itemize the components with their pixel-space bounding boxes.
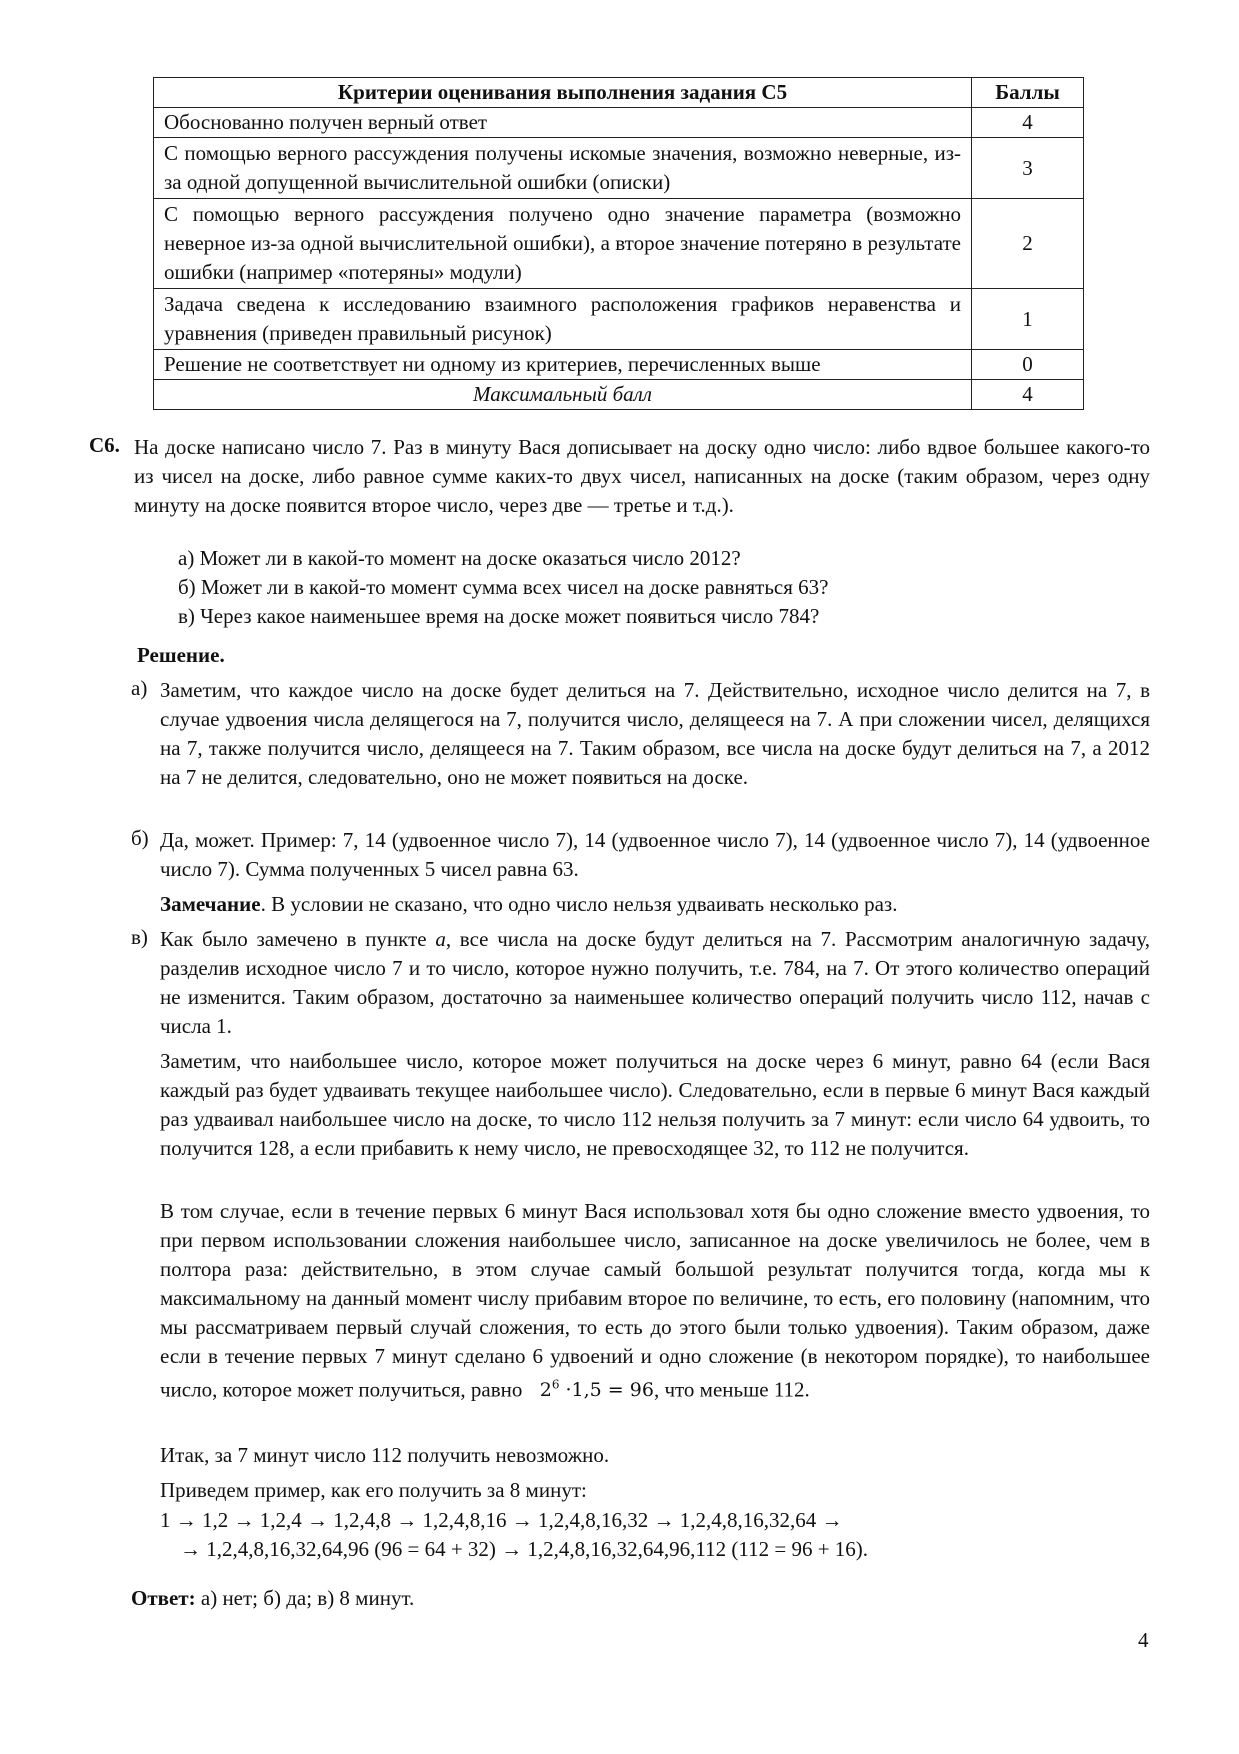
criterion-text: С помощью верного рассуждения получено одно значение параметра (возможно неверное из-за одной вычислительной ошибки), а второе значение потеряно в результате ошибки (например «потеряны» модули) (154, 199, 972, 289)
solution-v-paragraph-2: Заметим, что наибольшее число, которое может получиться на доске через 6 минут, равно 64 (если Вася каждый раз будет удваивать текущее наибольшее число). Следовательно, если в первые 6 минут Вася каждый раз удваивал наибольшее число на доске, то число 112 нельзя получить за 7 минут: если число 64 удвоить, то получится 128, а если прибавить к нему число, не превосходящее 32, то 112 не получится. (160, 1049, 1150, 1160)
solution-v-text-1a: Как было замечено в пункте (160, 927, 436, 951)
answer-label: Ответ: (131, 1586, 196, 1610)
criterion-points: 3 (972, 138, 1084, 199)
remark-text: . В условии не сказано, что одно число нельзя удваивать несколько раз. (260, 892, 898, 916)
criteria-header: Критерии оценивания выполнения задания С5 (154, 78, 972, 108)
remark-label: Замечание (160, 892, 261, 916)
solution-v-text-3: В том случае, если в течение первых 6 минут Вася использовал хотя бы одно сложение вместо удвоения, то при первом использовании сложения наибольшее число, записанное на доске увеличилось не более, чем в полтора раза: действительно, в этом случае самый большой результат получится тогда, когда мы к максимальному на данный момент числу прибавим второе по величине, то есть, его половину (напомним, что мы рассматриваем первый случай сложения, то есть до этого были только удвоения). Таким образом, даже если в течение первых 7 минут сделано 6 удвоений и одно сложение (в некотором порядке), то наибольшее число, которое может получиться, равно (160, 1199, 1150, 1402)
question-a: а) Может ли в какой-то момент на доске оказаться число 2012? (178, 546, 741, 570)
answer-text: а) нет; б) да; в) 8 минут. (195, 1586, 415, 1610)
problem-text: На доске написано число 7. Раз в минуту Вася дописывает на доску одно число: либо вдвое большее какого-то из чисел на доске, либо равное сумме каких-то двух чисел, написанных на доске (таким образом, через одну минуту на доске появится второе число, через две — третье и т.д.). (134, 435, 1150, 517)
formula (528, 1379, 654, 1401)
solution-heading: Решение. (137, 643, 225, 667)
answer (131, 1586, 414, 1611)
criterion-points: 4 (972, 108, 1084, 138)
chain-line-2: → 1,2,4,8,16,32,64,96 (96 = 64 + 32) → 1,2,4,8,16,32,64,96,112 (112 = 96 + 16). (180, 1537, 869, 1561)
solution-v-text-1b: , все числа на доске будут делиться на 7. Рассмотрим аналогичную задачу, разделив исходное число 7 и то число, которое нужно получить, т.е. 784, на 7. От этого количество операций не изменится. Таким образом, достаточно за наименьшее количество операций получить число 112, начав с числа 1. (160, 927, 1150, 1038)
formula-rest: ·1,5 = 96 (559, 1379, 654, 1402)
problem-label: С6. (89, 433, 120, 457)
question-c: в) Через какое наименьшее время на доске может появиться число 784? (178, 604, 820, 628)
points-header: Баллы (972, 78, 1084, 108)
page-number: 4 (1138, 1628, 1149, 1652)
criteria-table (153, 77, 1084, 410)
formula-exponent: 6 (551, 1378, 560, 1392)
question-b: б) Может ли в какой-то момент сумма всех чисел на доске равняться 63? (178, 575, 829, 599)
criterion-points: 0 (972, 350, 1084, 380)
solution-v-paragraph-4: Итак, за 7 минут число 112 получить невозможно. (160, 1443, 610, 1467)
criterion-text: Обоснованно получен верный ответ (154, 108, 972, 138)
solution-a-label: а) (131, 676, 148, 700)
solution-a-text: Заметим, что каждое число на доске будет делиться на 7. Действительно, исходное число делится на 7, в случае удвоения числа делящегося на 7, получится число, делящееся на 7. А при сложении чисел, делящихся на 7, также получится число, делящееся на 7. Таким образом, все числа на доске будут делиться на 7, а 2012 на 7 не делится, следовательно, оно не может появиться на доске. (160, 678, 1150, 789)
criterion-text: Решение не соответствует ни одному из критериев, перечисленных выше (154, 350, 972, 380)
table-row (154, 108, 1084, 138)
remark (160, 890, 1150, 919)
criterion-text: С помощью верного рассуждения получены искомые значения, возможно неверные, из-за одной допущенной вычислительной ошибки (описки) (154, 138, 972, 199)
chain-line-1: 1 → 1,2 → 1,2,4 → 1,2,4,8 → 1,2,4,8,16 → 1,2,4,8,16,32 → 1,2,4,8,16,32,64 → (160, 1508, 843, 1532)
table-row (154, 350, 1084, 380)
criterion-text: Задача сведена к исследованию взаимного расположения графиков неравенства и уравнения (приведен правильный рисунок) (154, 289, 972, 350)
solution-b-label: б) (131, 826, 149, 850)
table-row (154, 289, 1084, 350)
table-header-row (154, 78, 1084, 108)
solution-v-paragraph-1 (160, 925, 1150, 1041)
table-row (154, 199, 1084, 289)
solution-v-italic-ref: а (435, 927, 446, 951)
table-row (154, 138, 1084, 199)
solution-v-paragraph-5: Приведем пример, как его получить за 8 минут: (160, 1478, 587, 1502)
criterion-points: 2 (972, 199, 1084, 289)
table-row-max (154, 380, 1084, 410)
solution-v-text-3-end: , что меньше 112. (653, 1377, 810, 1402)
max-score-label: Максимальный балл (154, 380, 972, 410)
max-score-points: 4 (972, 380, 1084, 410)
solution-v-paragraph-3 (160, 1197, 1150, 1405)
formula-base: 2 (539, 1379, 552, 1402)
solution-b-text: Да, может. Пример: 7, 14 (удвоенное число 7), 14 (удвоенное число 7), 14 (удвоенное число 7), 14 (удвоенное число 7). Сумма полученных 5 чисел равна 63. (160, 828, 1150, 881)
solution-v-label: в) (131, 925, 148, 949)
criterion-points: 1 (972, 289, 1084, 350)
